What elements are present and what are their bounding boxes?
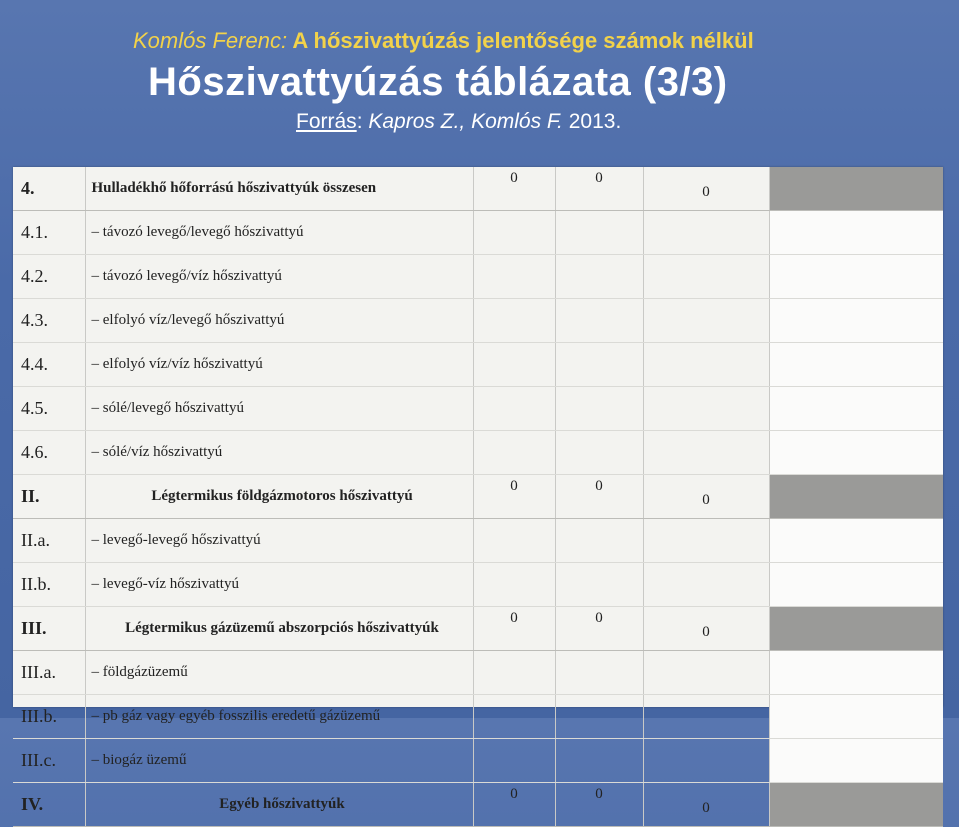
row-description: Egyéb hőszivattyúk (85, 783, 473, 827)
row-description: – sólé/levegő hőszivattyú (85, 387, 473, 431)
source-separator: : (356, 110, 363, 133)
source-label: Forrás (296, 110, 357, 133)
row-number: III.a. (13, 651, 85, 695)
row-description: – távozó levegő/levegő hőszivattyú (85, 211, 473, 255)
table-row (13, 211, 943, 255)
row-description: – elfolyó víz/levegő hőszivattyú (85, 299, 473, 343)
source-authors: Kapros Z., Komlós F. (368, 110, 563, 133)
empty-cell (769, 255, 943, 299)
value-cell-2 (555, 255, 643, 299)
row-description: – távozó levegő/víz hőszivattyú (85, 255, 473, 299)
value-cell-1 (473, 563, 555, 607)
table-body (13, 167, 943, 827)
empty-cell (769, 695, 943, 739)
value-cell-3 (643, 431, 769, 475)
row-description: – levegő-levegő hőszivattyú (85, 519, 473, 563)
value-cell-1 (473, 695, 555, 739)
row-number: 4.1. (13, 211, 85, 255)
shaded-cell (769, 475, 943, 519)
row-number: 4. (13, 167, 85, 211)
row-description: – levegő-víz hőszivattyú (85, 563, 473, 607)
value-cell-1: 0 (473, 607, 555, 651)
row-number: II.a. (13, 519, 85, 563)
table-group-row (13, 607, 943, 651)
row-description: – sólé/víz hőszivattyú (85, 431, 473, 475)
empty-cell (769, 343, 943, 387)
value-cell-3 (643, 563, 769, 607)
value-cell-1 (473, 211, 555, 255)
row-number: II. (13, 475, 85, 519)
value-cell-3 (643, 299, 769, 343)
source-line (296, 110, 896, 134)
shaded-cell (769, 607, 943, 651)
value-cell-1 (473, 651, 555, 695)
value-cell-2: 0 (555, 167, 643, 211)
table-row (13, 563, 943, 607)
row-number: 4.5. (13, 387, 85, 431)
value-cell-2 (555, 695, 643, 739)
empty-cell (769, 387, 943, 431)
empty-cell (769, 651, 943, 695)
table-row (13, 255, 943, 299)
table-row (13, 651, 943, 695)
value-cell-2: 0 (555, 783, 643, 827)
value-cell-2 (555, 343, 643, 387)
value-cell-2 (555, 563, 643, 607)
empty-cell (769, 519, 943, 563)
value-cell-1: 0 (473, 783, 555, 827)
row-number: IV. (13, 783, 85, 827)
empty-cell (769, 563, 943, 607)
subject-title: A hőszivattyúzás jelentősége számok nélkül (292, 28, 754, 53)
row-number: III.b. (13, 695, 85, 739)
value-cell-2 (555, 739, 643, 783)
row-number: III. (13, 607, 85, 651)
value-cell-2 (555, 431, 643, 475)
row-description: Hulladékhő hőforrású hőszivattyúk összesen (85, 167, 473, 211)
value-cell-3 (643, 739, 769, 783)
value-cell-1: 0 (473, 167, 555, 211)
value-cell-3 (643, 211, 769, 255)
table-group-row (13, 167, 943, 211)
value-cell-2 (555, 299, 643, 343)
row-number: 4.6. (13, 431, 85, 475)
empty-cell (769, 739, 943, 783)
table-row (13, 299, 943, 343)
value-cell-2: 0 (555, 475, 643, 519)
value-cell-2 (555, 387, 643, 431)
slide-title: Hőszivattyúzás táblázata (3/3) (148, 60, 728, 104)
row-description: – pb gáz vagy egyéb fosszilis eredetű gázüzemű (85, 695, 473, 739)
value-cell-3: 0 (643, 167, 769, 211)
shaded-cell (769, 783, 943, 827)
value-cell-1 (473, 739, 555, 783)
row-number: 4.2. (13, 255, 85, 299)
row-description: Légtermikus földgázmotoros hőszivattyú (85, 475, 473, 519)
empty-cell (769, 431, 943, 475)
table-row (13, 387, 943, 431)
value-cell-1 (473, 299, 555, 343)
value-cell-1 (473, 255, 555, 299)
row-number: 4.3. (13, 299, 85, 343)
value-cell-3 (643, 695, 769, 739)
value-cell-1 (473, 519, 555, 563)
value-cell-3 (643, 651, 769, 695)
table-row (13, 343, 943, 387)
value-cell-2: 0 (555, 607, 643, 651)
scanned-table (13, 167, 943, 816)
row-description: – biogáz üzemű (85, 739, 473, 783)
row-description: – elfolyó víz/víz hőszivattyú (85, 343, 473, 387)
value-cell-3 (643, 519, 769, 563)
row-description: – földgázüzemű (85, 651, 473, 695)
source-year: 2013. (568, 110, 622, 133)
table-row (13, 739, 943, 783)
table-row (13, 519, 943, 563)
value-cell-1 (473, 387, 555, 431)
row-number: 4.4. (13, 343, 85, 387)
author-name: Komlós Ferenc: (133, 28, 288, 53)
heat-pump-table (13, 167, 943, 827)
value-cell-3 (643, 255, 769, 299)
empty-cell (769, 211, 943, 255)
value-cell-3: 0 (643, 607, 769, 651)
slide-header (133, 28, 953, 54)
table-group-row (13, 783, 943, 827)
table-row (13, 695, 943, 739)
value-cell-2 (555, 651, 643, 695)
value-cell-1 (473, 343, 555, 387)
empty-cell (769, 299, 943, 343)
row-number: III.c. (13, 739, 85, 783)
value-cell-3 (643, 387, 769, 431)
shaded-cell (769, 167, 943, 211)
row-number: II.b. (13, 563, 85, 607)
value-cell-2 (555, 519, 643, 563)
row-description: Légtermikus gázüzemű abszorpciós hőszivattyúk (85, 607, 473, 651)
value-cell-1: 0 (473, 475, 555, 519)
value-cell-1 (473, 431, 555, 475)
table-row (13, 431, 943, 475)
value-cell-3: 0 (643, 783, 769, 827)
table-group-row (13, 475, 943, 519)
value-cell-3: 0 (643, 475, 769, 519)
value-cell-2 (555, 211, 643, 255)
value-cell-3 (643, 343, 769, 387)
